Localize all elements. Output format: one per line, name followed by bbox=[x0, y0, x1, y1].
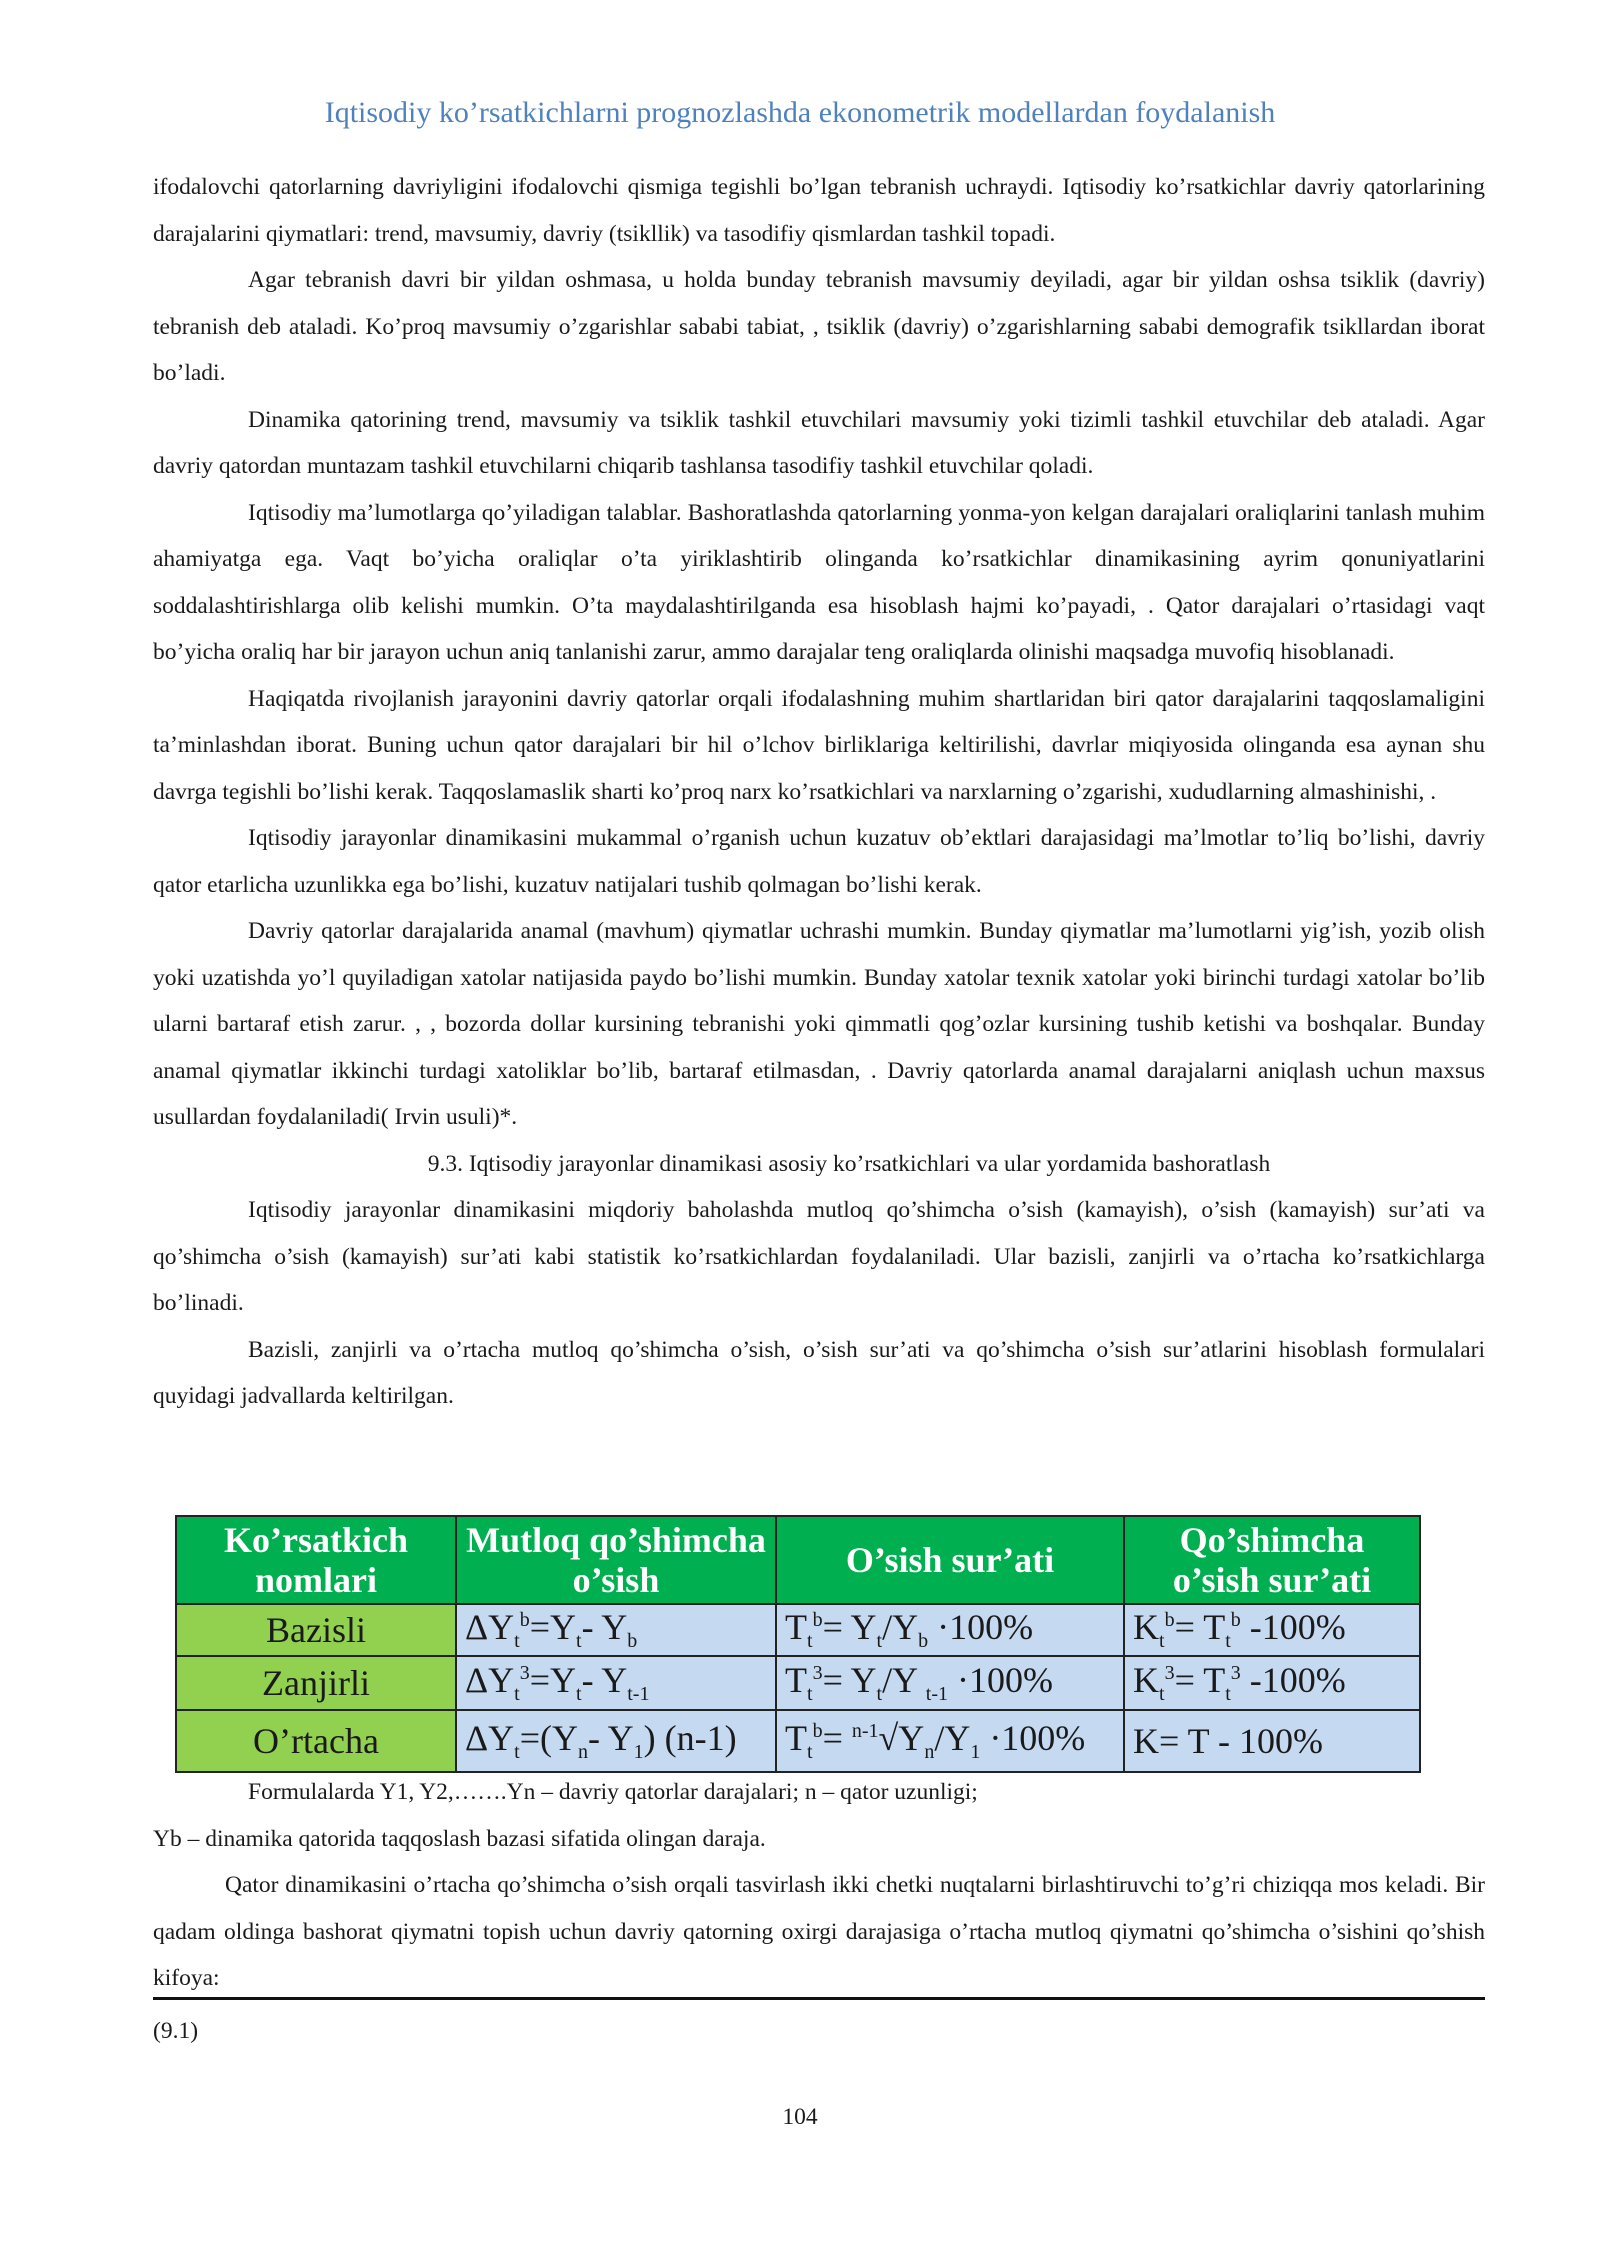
table-row bbox=[176, 1710, 1420, 1772]
paragraph: Davriy qatorlar darajalarida anamal (mavhum) qiymatlar uchrashi mumkin. Bunday qiymatlar ma’lumotlarni yig’ish, yozib olish yoki uzatishda yo’l quyiladigan xatolar natijasida paydo bo’lishi mumkin. Bunday xatolar texnik xatolar yoki birinchi turdagi xatolar bo’lib ularni bartaraf etish zarur. , , bozorda dollar kursining tebranishi yoki qimmatli qog’ozlar kursining tushib ketishi va boshqalar. Bunday anamal qiymatlar ikkinchi turdagi xatoliklar bo’lib, bartaraf etilmasdan, . Davriy qatorlarda anamal darajalarni aniqlash uchun maxsus usullardan foydalaniladi( Irvin usuli)*. bbox=[153, 918, 1485, 1130]
paragraph: Bazisli, zanjirli va o’rtacha mutloq qo’shimcha o’sish, o’sish sur’ati va qo’shimcha o’sish sur’atlarini hisoblash formulalari quyidagi jadvallarda keltirilgan. bbox=[153, 1336, 1485, 1409]
paragraph: Dinamika qatorining trend, mavsumiy va tsiklik tashkil etuvchilari mavsumiy yoki tizimli tashkil etuvchilar deb ataladi. Agar davriy qatordan muntazam tashkil etuvchilarni chiqarib tashlansa tasodifiy tashkil etuvchilar qoladi. bbox=[153, 406, 1485, 479]
formula-cell: $\Delta Y_t^b=Y_t-$ $Y_b$ bbox=[456, 1604, 776, 1656]
paragraph: Haqiqatda rivojlanish jarayonini davriy qatorlar orqali ifodalashning muhim shartlaridan biri qator darajalarini taqqoslamaligini ta’minlashdan iborat. Buning uchun qator darajalari bir hil o’lchov birliklariga keltirilishi, davrlar miqiyosida olinganda esa aynan shu davrga tegishli bo’lishi kerak. Taqqoslamaslik sharti ko’proq narx ko’rsatkichlari va narxlarning o’zgarishi, xududlarning almashinishi, . bbox=[153, 685, 1485, 805]
table-header: Mutloq qo’shimcha o’sish bbox=[456, 1516, 776, 1604]
formula-cell: $T_t^b= Y_t/Y_b \cdot 100\%$ bbox=[776, 1604, 1124, 1656]
formula-cell: $T_t^b= ^{n-1}√Y_n/Y_1 \cdot 100\%$ bbox=[776, 1710, 1124, 1772]
table-note: Yb – dinamika qatorida taqqoslash bazasi sifatida olingan daraja. bbox=[153, 1825, 766, 1852]
table-header-row bbox=[176, 1516, 1420, 1604]
row-label: O’rtacha bbox=[176, 1710, 456, 1772]
page-number: 104 bbox=[782, 2104, 818, 2130]
formula-cell: $\Delta Y_t^3=Y_t-$ $Y_{t-1}$ bbox=[456, 1656, 776, 1710]
table-row bbox=[176, 1656, 1420, 1710]
formula-cell: $T_t^3= Y_t/Y$ $_{t-1}$ ·100% bbox=[776, 1656, 1124, 1710]
formula-cell: $K_t^3= T_t^3$ -100% bbox=[1124, 1656, 1420, 1710]
row-label: Bazisli bbox=[176, 1604, 456, 1656]
paragraph: Qator dinamikasini o’rtacha qo’shimcha o’sish orqali tasvirlash ikki chetki nuqtalarni birlashtiruvchi to’g’ri chiziqqa mos keladi. Bir qadam oldinga bashorat qiymatni topish uchun davriy qatorning oxirgi darajasiga o’rtacha mutloq qiymatni qo’shimcha o’sishini qo’shish kifoya: bbox=[153, 1872, 1485, 1991]
formula-cell: $\Delta Y_t=(Y_n-$ $Y_1$) (n-1) bbox=[456, 1710, 776, 1772]
table-header: O’sish sur’ati bbox=[776, 1516, 1124, 1604]
table-header: Qo’shimcha o’sish sur’ati bbox=[1124, 1516, 1420, 1604]
formula-table bbox=[175, 1515, 1421, 1773]
paragraph: Iqtisodiy jarayonlar dinamikasini mukammal o’rganish uchun kuzatuv ob’ektlari darajasidagi ma’lmotlar to’liq bo’lishi, davriy qator etarlicha uzunlikka ega bo’lishi, kuzatuv natijalari tushib qolmagan bo’lishi kerak. bbox=[153, 825, 1485, 898]
paragraph: Agar tebranish davri bir yildan oshmasa, u holda bunday tebranish mavsumiy deyiladi, agar bir yildan oshsa tsiklik (davriy) tebranish deb ataladi. Ko’proq mavsumiy o’zgarishlar sababi tabiat, , tsiklik (davriy) o’zgarishlarning sababi demografik tsikllardan iborat bo’ladi. bbox=[153, 267, 1485, 386]
table-row bbox=[176, 1604, 1420, 1656]
section-heading: 9.3. Iqtisodiy jarayonlar dinamikasi asosiy ko’rsatkichlari va ular yordamida bashoratlash bbox=[427, 1150, 1271, 1177]
formula-cell: $K_t^b= T_t^b$ -100% bbox=[1124, 1604, 1420, 1656]
formula-cell: K= T - 100% bbox=[1124, 1710, 1420, 1772]
table-note: Formulalarda Y1, Y2,…….Yn – davriy qatorlar darajalari; n – qator uzunligi; bbox=[248, 1779, 978, 1805]
horizontal-rule bbox=[153, 1997, 1485, 2000]
paragraph: Iqtisodiy ma’lumotlarga qo’yiladigan talablar. Bashoratlashda qatorlarning yonma-yon kelgan darajalari oraliqlarini tanlash muhim ahamiyatga ega. Vaqt bo’yicha oraliqlar o’ta yiriklashtirib olinganda ko’rsatkichlar dinamikasining ayrim qonuniyatlarini soddalashtirishlarga olib kelishi mumkin. O’ta maydalashtirilganda esa hisoblash hajmi ko’payadi, . Qator darajalari o’rtasidagi vaqt bo’yicha oraliq har bir jarayon uchun aniq tanlanishi zarur, ammo darajalar teng oraliqlarda olinishi maqsadga muvofiq hisoblanadi. bbox=[153, 499, 1485, 665]
paragraph: Iqtisodiy jarayonlar dinamikasini miqdoriy baholashda mutloq qo’shimcha o’sish (kamayish), o’sish (kamayish) sur’ati va qo’shimcha o’sish (kamayish) sur’ati kabi statistik ko’rsatkichlardan foydalaniladi. Ular bazisli, zanjirli va o’rtacha ko’rsatkichlarga bo’linadi. bbox=[153, 1197, 1485, 1316]
running-header: Iqtisodiy ko’rsatkichlarni prognozlashda ekonometrik modellardan foydalanish bbox=[324, 96, 1276, 129]
paragraph: ifodalovchi qatorlarning davriyligini ifodalovchi qismiga tegishli bo’lgan tebranish uchraydi. Iqtisodiy ko’rsatkichlar davriy qatorlarining darajalarini qiymatlari: trend, mavsumiy, davriy (tsikllik) va tasodifiy qismlardan tashkil topadi. bbox=[153, 174, 1485, 247]
after-table-text bbox=[153, 1769, 1485, 2002]
equation-number: (9.1) bbox=[153, 2018, 199, 2044]
row-label: Zanjirli bbox=[176, 1656, 456, 1710]
table-header: Ko’rsatkich nomlari bbox=[176, 1516, 456, 1604]
body-text bbox=[153, 164, 1485, 1420]
